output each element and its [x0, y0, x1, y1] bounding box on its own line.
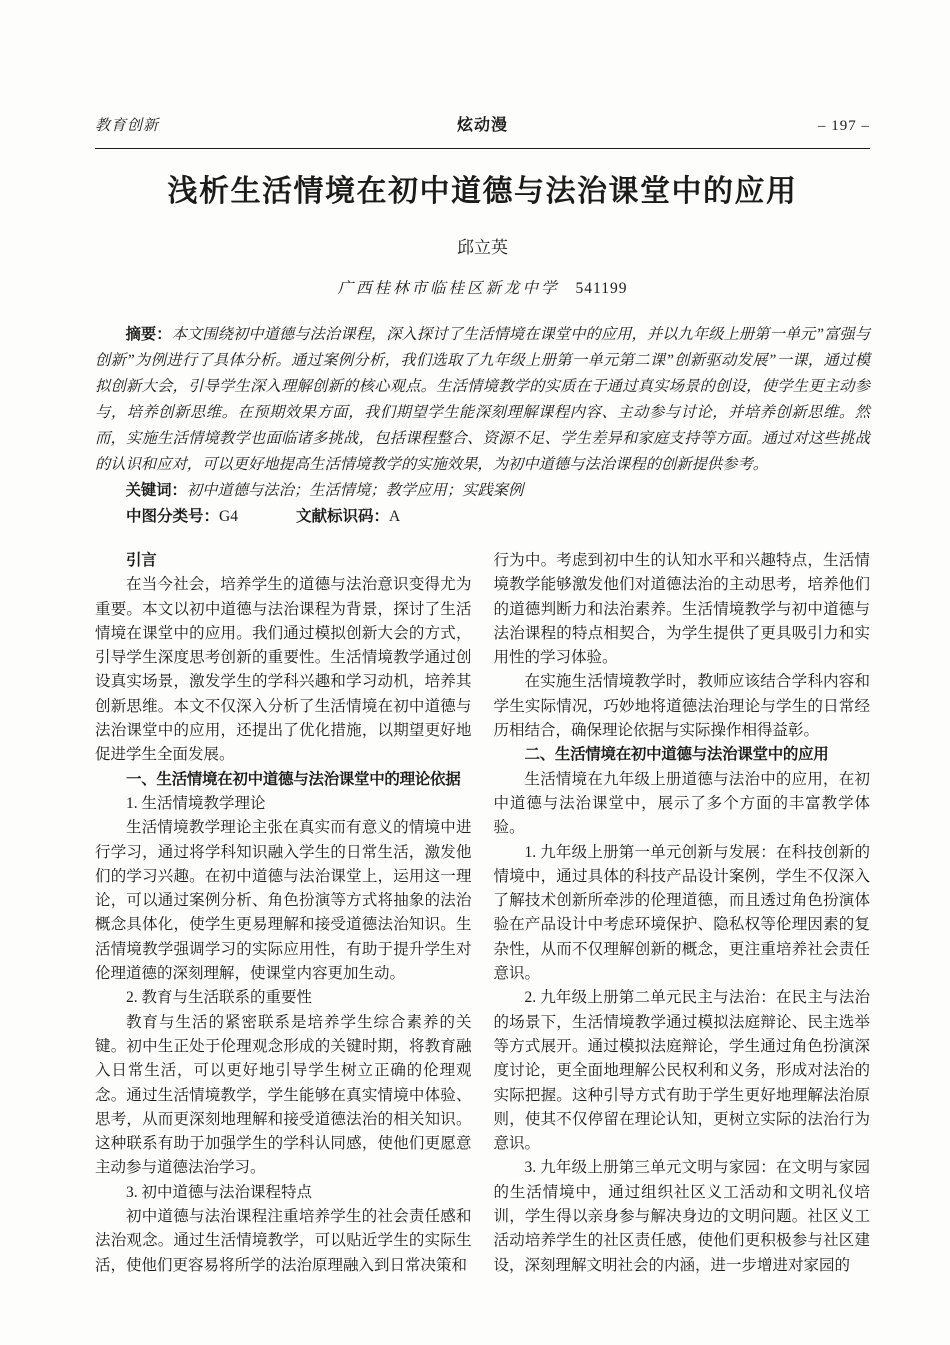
doc-code-value: A: [388, 508, 401, 525]
paragraph: 初中道德与法治课程注重培养学生的社会责任感和法治观念。通过生活情境教学，可以贴近学生的实际生活，使他们更容易将所学的法治原理融入到日常决策和: [95, 1208, 472, 1274]
clc-value: G4: [219, 508, 238, 525]
subsection-heading-1-3: 3. 初中道德与法治课程特点: [126, 1183, 313, 1201]
section-heading-intro: 引言: [126, 552, 157, 569]
keywords-text: 初中道德与法治；生活情境；教学应用；实践案例: [186, 482, 524, 499]
paragraph-item-2: 2. 九年级上册第二单元民主与法治：在民主与法治的场景下，生活情境教学通过模拟法庭辩论、民主选举等方式展开。通过模拟法庭辩论，学生通过角色扮演深度讨论，更全面地理解公民权利和义务，形成对法治的实际把握。这种引导方式有助于学生更好地理解法治原则，使其不仅停留在理论认知，更树立实际的法治行为意识。: [493, 989, 870, 1153]
body-columns: [95, 549, 870, 1278]
header-journal-name: 炫动漫: [456, 117, 508, 134]
keywords-label: 关键词：: [125, 482, 187, 499]
doc-code-label: 文献标识码：: [295, 508, 389, 525]
abstract-paragraph: [95, 322, 870, 478]
paragraph-continuation: 行为中。考虑到初中生的认知水平和兴趣特点，生活情境教学能够激发他们对道德法治的主动思考，培养他们的道德判断力和法治素养。生活情境教学与初中道德与法治课程的特点相契合，为学生提供了更具吸引力和实用性的学习体验。: [493, 552, 870, 667]
subsection-heading-1-2: 2. 教育与生活联系的重要性: [126, 989, 313, 1007]
section-heading-2: 二、生活情境在初中道德与法治课堂中的应用: [524, 746, 829, 764]
section-heading-1: 一、生活情境在初中道德与法治课堂中的理论依据: [126, 770, 461, 788]
header-column-field: 教育创新: [95, 118, 160, 134]
affiliation-name: 广西桂林市临桂区新龙中学: [337, 280, 560, 297]
subsection-heading-1-1: 1. 生活情境教学理论: [126, 794, 266, 812]
affiliation-zipcode: 541199: [575, 280, 628, 297]
abstract-text: 本文围绕初中道德与法治课程，深入探讨了生活情境在课堂中的应用，并以九年级上册第一单元”富强与创新”为例进行了具体分析。通过案例分析，我们选取了九年级上册第一单元第二课”创新驱动发展”一课，通过模拟创新大会，引导学生深入理解创新的核心观点。生活情境教学的实质在于通过真实场景的创设，使学生更主动参与，培养创新思维。在预期效果方面，我们期望学生能深刻理解课程内容、主动参与讨论，并培养创新思维。然而，实施生活情境教学也面临诸多挑战，包括课程整合、资源不足、学生差异和家庭支持等方面。通过对这些挑战的认识和应对，可以更好地提高生活情境教学的实施效果，为初中道德与法治课程的创新提供参考。: [95, 326, 870, 473]
right-column: [494, 549, 871, 1278]
paragraph: 在实施生活情境教学时，教师应该结合学科内容和学生实际情况，巧妙地将道德法治理论与学生的日常经历相结合，确保理论依据与实际操作相得益彰。: [493, 673, 870, 740]
author-name: 邱立英: [457, 238, 508, 257]
keywords-line: [95, 478, 870, 504]
paragraph: 生活情境在九年级上册道德与法治中的应用，在初中道德与法治课堂中，展示了多个方面的丰富教学体验。: [493, 770, 870, 837]
running-header: [95, 112, 870, 149]
paragraph: 生活情境教学理论主张在真实而有意义的情境中进行学习，通过将学科知识融入学生的日常生活，激发他们的学习兴趣。在初中道德与法治课堂上，运用这一理论，可以通过案例分析、角色扮演等方式将抽象的法治概念具体化，使学生更易理解和接受道德法治知识。生活情境教学强调学习的实际应用性，有助于提升学生对伦理道德的深刻理解，使课堂内容更加生动。: [95, 819, 472, 983]
left-column: [95, 549, 472, 1278]
header-page-number: – 197 –: [818, 118, 870, 134]
clc-label: 中图分类号：: [126, 508, 220, 525]
article-title: 浅析生活情境在初中道德与法治课堂中的应用: [167, 175, 798, 208]
paragraph: 在当今社会，培养学生的道德与法治意识变得尤为重要。本文以初中道德与法治课程为背景，探讨了生活情境在课堂中的应用。我们通过模拟创新大会的方式，引导学生深度思考创新的重要性。生活情境教学通过创设真实场景，激发学生的学科兴趣和学习动机，培养其创新思维。本文不仅深入分析了生活情境在初中道德与法治课堂中的应用，还提出了优化措施，以期望更好地促进学生全面发展。: [95, 576, 472, 764]
affiliation: [95, 278, 870, 299]
classification-line: [95, 504, 870, 530]
paragraph: 教育与生活的紧密联系是培养学生综合素养的关键。初中生正处于伦理观念形成的关键时期，将教育融入日常生活，可以更好地引导学生树立正确的伦理观念。通过生活情境教学，学生能够在真实情境中体验、思考，从而更深刻地理解和接受道德法治的相关知识。这种联系有助于加强学生的学科认同感，使他们更愿意主动参与道德法治学习。: [95, 1013, 472, 1177]
paragraph-item-3: 3. 九年级上册第三单元文明与家园：在文明与家园的生活情境中，通过组织社区义工活动和文明礼仪培训，学生得以亲身参与解决身边的文明问题。社区义工活动培养学生的社区责任感，使他们更积极参与社区建设，深刻理解文明社会的内涵，进一步增进对家园的: [493, 1159, 870, 1274]
paragraph-item-1: 1. 九年级上册第一单元创新与发展：在科技创新的情境中，通过具体的科技产品设计案例，学生不仅深入了解技术创新所牵涉的伦理道德，而且透过角色扮演体验在产品设计中考虑环境保护、隐私权等伦理因素的复杂性，从而不仅理解创新的概念，更注重培养社会责任意识。: [493, 843, 870, 983]
abstract-label: 摘要：: [125, 326, 172, 343]
